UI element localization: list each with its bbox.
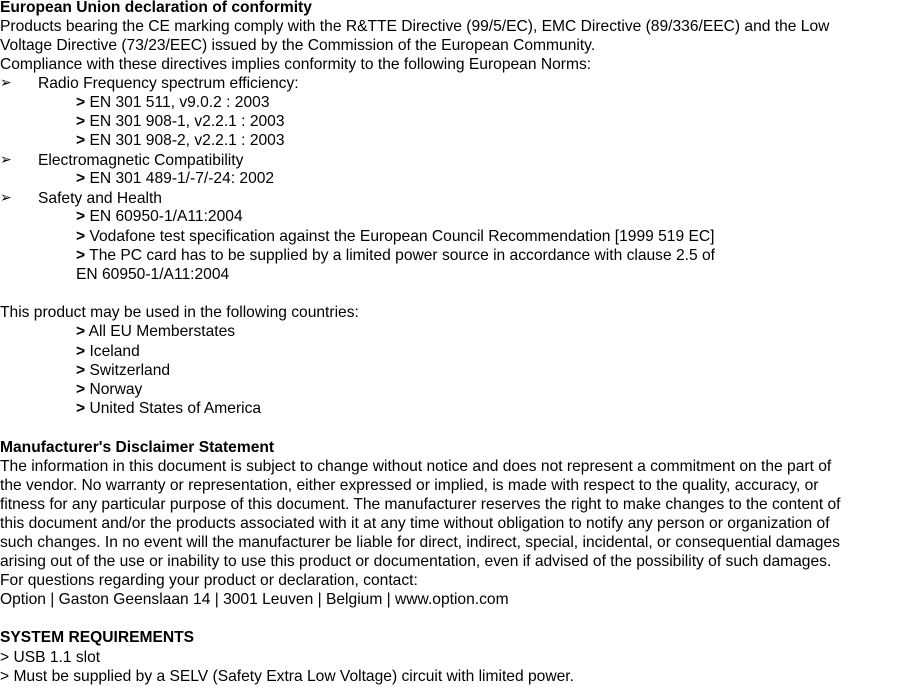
disclaimer-line: arising out of the use or inability to use this product or documentation, even if advised of the possibility of such damages. [0, 553, 832, 570]
disclaimer-line: fitness for any particular purpose of this document. The manufacturer reserves the right to make changes to the content of [0, 496, 841, 513]
arrow-bullet-icon: ➢ [0, 190, 12, 206]
requirements-heading: SYSTEM REQUIREMENTS [0, 629, 195, 646]
disclaimer-line: this document and/or the products associated with it at any time without obligation to notify any person or organization of [0, 515, 830, 532]
bullet-label: Electromagnetic Compatibility [38, 152, 244, 169]
norm-item: > EN 301 908-2, v2.2.1 : 2003 [76, 132, 285, 149]
disclaimer-heading: Manufacturer's Disclaimer Statement [0, 439, 275, 456]
country-item: > Iceland [76, 343, 140, 360]
bullet-label: Radio Frequency spectrum efficiency: [38, 75, 299, 92]
bullet-label: Safety and Health [38, 190, 162, 207]
norm-item: > EN 301 908-1, v2.2.1 : 2003 [76, 113, 285, 130]
country-item: > Norway [76, 381, 143, 398]
countries-intro: This product may be used in the following countries: [0, 304, 359, 321]
arrow-bullet-icon: ➢ [0, 152, 12, 168]
requirement-item: > USB 1.1 slot [0, 649, 101, 666]
disclaimer-line: the vendor. No warranty or representation, either expressed or implied, is made with respect to the quality, accuracy, or [0, 477, 819, 494]
contact-line: Option | Gaston Geenslaan 14 | 3001 Leuven | Belgium | www.option.com [0, 591, 509, 608]
norm-item: > EN 60950-1/A11:2004 [76, 208, 243, 225]
eu-intro-line: Voltage Directive (73/23/EEC) issued by the Commission of the European Community. [0, 37, 596, 54]
disclaimer-line: such changes. In no event will the manufacturer be liable for direct, indirect, special, incidental, or consequential damages [0, 534, 840, 551]
norm-continuation: EN 60950-1/A11:2004 [76, 266, 230, 283]
eu-intro-line: Compliance with these directives implies conformity to the following European Norms: [0, 56, 592, 73]
eu-intro-line: Products bearing the CE marking comply with the R&TTE Directive (99/5/EC), EMC Directive (89/336/EEC) and the Low [0, 18, 830, 35]
disclaimer-line: For questions regarding your product or declaration, contact: [0, 572, 418, 589]
requirement-item: > Must be supplied by a SELV (Safety Extra Low Voltage) circuit with limited power. [0, 668, 574, 685]
country-item: > United States of America [76, 400, 262, 417]
eu-heading: European Union declaration of conformity [0, 0, 312, 16]
norm-item: > EN 301 511, v9.0.2 : 2003 [76, 94, 270, 111]
country-item: > All EU Memberstates [76, 323, 236, 340]
norm-item: > EN 301 489-1/-7/-24: 2002 [76, 170, 275, 187]
norm-item: > The PC card has to be supplied by a limited power source in accordance with clause 2.5 of [76, 247, 715, 264]
disclaimer-line: The information in this document is subject to change without notice and does not represent a commitment on the part of [0, 458, 832, 475]
country-item: > Switzerland [76, 362, 171, 379]
arrow-bullet-icon: ➢ [0, 75, 12, 91]
norm-item: > Vodafone test specification against the European Council Recommendation [1999 519 EC] [76, 228, 715, 245]
